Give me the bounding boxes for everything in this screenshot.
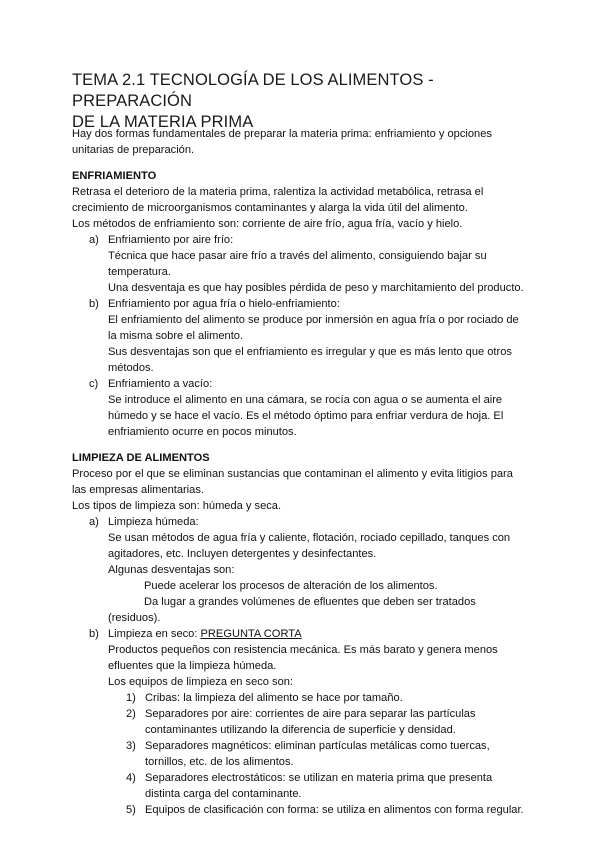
list-item-label: Enfriamiento a vacío:	[108, 378, 213, 390]
list-item-line: Se introduce el alimento en una cámara, se rocía con agua o se aumenta el aire	[108, 394, 503, 406]
sub-item-line: (residuos).	[108, 612, 161, 624]
list-item-line: enfriamiento ocurre en pocos minutos.	[108, 426, 297, 438]
paragraph-line: Los métodos de enfriamiento son: corriente de aire frío, agua fría, vacío y hielo.	[72, 218, 463, 230]
numbered-item-line: Equipos de clasificación con forma: se utiliza en alimentos con forma regular.	[145, 804, 524, 816]
numbered-marker: 4)	[126, 772, 136, 784]
title-line-1: TEMA 2.1 TECNOLOGÍA DE LOS ALIMENTOS - PREPARACIÓN	[72, 71, 434, 110]
list-item-label-text: Limpieza en seco:	[108, 628, 198, 640]
list-item-line: temperatura.	[108, 266, 171, 278]
section-heading-enfriamiento: ENFRIAMIENTO	[72, 170, 157, 182]
title-line-2: DE LA MATERIA PRIMA	[72, 113, 254, 131]
intro-line-1: Hay dos formas fundamentales de preparar la materia prima: enfriamiento y opciones	[72, 128, 492, 140]
paragraph-line: Retrasa el deterioro de la materia prima, ralentiza la actividad metabólica, retrasa el	[72, 186, 484, 198]
numbered-item-line: Separadores electrostáticos: se utilizan en materia prima que presenta	[145, 772, 493, 784]
list-marker: c)	[89, 378, 99, 390]
numbered-marker: 1)	[126, 692, 136, 704]
list-item-line: agitadores, etc. Incluyen detergentes y desinfectantes.	[108, 548, 377, 560]
list-item-line: Algunas desventajas son:	[108, 564, 235, 576]
paragraph-line: Proceso por el que se eliminan sustancias que contaminan el alimento y evita litigios para	[72, 468, 513, 480]
list-item-line: El enfriamiento del alimento se produce por inmersión en agua fría o por rociado de	[108, 314, 519, 326]
list-item-line: Técnica que hace pasar aire frío a través del alimento, consiguiendo bajar su	[108, 250, 487, 262]
list-item-line: Una desventaja es que hay posibles pérdida de peso y marchitamiento del producto.	[108, 282, 524, 294]
numbered-item-line: distinta carga del contaminante.	[145, 788, 302, 800]
numbered-item-line: Cribas: la limpieza del alimento se hace por tamaño.	[145, 692, 403, 704]
list-item-line: Se usan métodos de agua fría y caliente, flotación, rociado cepillado, tanques con	[108, 532, 511, 544]
paragraph-line: las empresas alimentarias.	[72, 484, 204, 496]
list-item-line: efluentes que la limpieza húmeda.	[108, 660, 277, 672]
list-marker: a)	[89, 516, 99, 528]
numbered-marker: 3)	[126, 740, 136, 752]
list-item-line: la misma sobre el alimento.	[108, 330, 244, 342]
numbered-item-line: contaminantes utilizando la diferencia de superficie y densidad.	[145, 724, 456, 736]
list-marker: b)	[89, 628, 99, 640]
intro-line-2: unitarias de preparación.	[72, 144, 195, 156]
short-question-tag: PREGUNTA CORTA	[200, 628, 302, 640]
numbered-marker: 2)	[126, 708, 136, 720]
numbered-item-line: Separadores magnéticos: eliminan partículas metálicas como tuercas,	[145, 740, 490, 752]
list-item-line: Productos pequeños con resistencia mecánica. Es más barato y genera menos	[108, 644, 498, 656]
list-item-label: Enfriamiento por aire frío:	[108, 234, 234, 246]
sub-item-line: Puede acelerar los procesos de alteración de los alimentos.	[144, 580, 438, 592]
paragraph-line: crecimiento de microorganismos contaminantes y alarga la vida útil del alimento.	[72, 202, 468, 214]
sub-item-line: Da lugar a grandes volúmenes de efluentes que deben ser tratados	[144, 596, 476, 608]
page-title	[72, 70, 542, 133]
numbered-item-line: tornillos, etc. de los alimentos.	[145, 756, 294, 768]
numbered-marker: 5)	[126, 804, 136, 816]
list-marker: b)	[89, 298, 99, 310]
list-item-label: Enfriamiento por agua fría o hielo-enfriamiento:	[108, 298, 340, 310]
list-marker: a)	[89, 234, 99, 246]
list-item-line: métodos.	[108, 362, 154, 374]
list-item-line: Los equipos de limpieza en seco son:	[108, 676, 294, 688]
list-item-label: Limpieza húmeda:	[108, 516, 199, 528]
numbered-item-line: Separadores por aire: corrientes de aire para separar las partículas	[145, 708, 476, 720]
paragraph-line: Los tipos de limpieza son: húmeda y seca.	[72, 500, 282, 512]
list-item-line: húmedo y se hace el vacío. Es el método óptimo para enfriar verdura de hoja. El	[108, 410, 504, 422]
list-item-label	[108, 626, 302, 642]
section-heading-limpieza: LIMPIEZA DE ALIMENTOS	[72, 452, 210, 464]
list-item-line: Sus desventajas son que el enfriamiento es irregular y que es más lento que otros	[108, 346, 512, 358]
